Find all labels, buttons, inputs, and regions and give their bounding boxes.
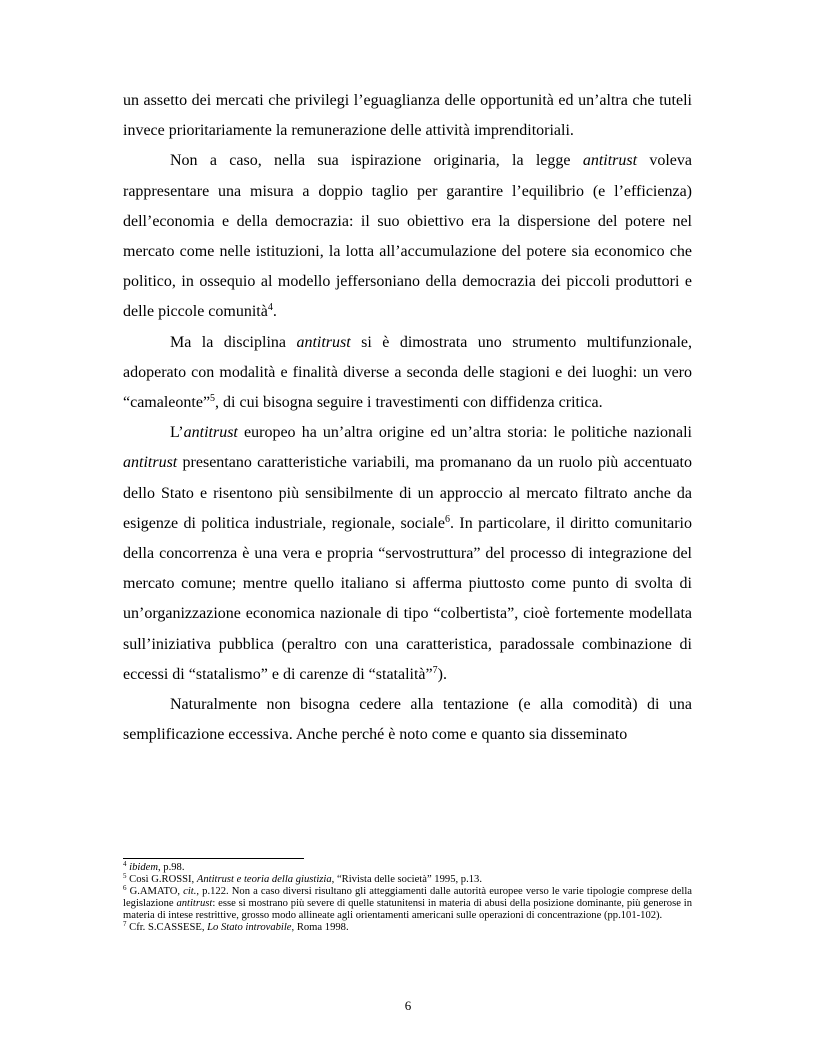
footnote-separator: [123, 858, 304, 859]
paragraph-2: [123, 146, 692, 327]
italic-term: antitrust: [582, 152, 638, 170]
italic-term: ibidem: [129, 862, 158, 873]
paragraph-4: [123, 418, 692, 690]
text-run: europeo ha un’altra origine ed un’altra storia: le politiche nazionali: [237, 424, 692, 442]
text-run: . In particolare, il diritto comunitario della concorrenza è una vera e propria “servostruttura” del processo di integrazione del mercato comune; mentre quello italiano si afferma piuttosto come punto di svolta di un’organizzazione economica nazionale di tipo “colbertista”, cioè fortemente modellata sull’iniziativa pubblica (peraltro con una caratteristica, paradossale combinazione di eccessi di “statalismo” e di carenze di “statalità”: [123, 514, 692, 683]
body-text: [123, 86, 692, 750]
text-run: si è dimostrata uno strumento multifunzionale, adoperato con modalità e finalità diverse a seconda delle stagioni e dei luoghi: un vero “camaleonte”: [123, 333, 693, 412]
paragraph-3: [123, 328, 692, 419]
footnote-ref: 7: [123, 920, 127, 929]
text-run: L’: [170, 424, 184, 442]
text-run: presentano caratteristiche variabili, ma promanano da un ruolo più accentuato dello Stato e risentono più sensibilmente di un approccio al mercato filtrato anche da esigenze di politica industriale, regionale, sociale: [123, 454, 692, 532]
footnote-ref: 6: [123, 884, 127, 893]
text-run: , di cui bisogna seguire i travestimenti con diffidenza critica.: [215, 394, 603, 412]
footnote-5: [123, 874, 692, 886]
text-run: , p.122. Non a caso diversi risultano gli atteggiamenti dalle autorità europee verso le varie tipologie comprese della legislazione: [123, 886, 692, 910]
page-number: 6: [404, 998, 412, 1013]
text-run: , Roma 1998.: [291, 922, 349, 934]
text-run: Cfr. S.CASSESE,: [126, 922, 208, 934]
footnote-ref: 6: [444, 513, 450, 525]
italic-term: antitrust: [123, 454, 178, 472]
italic-term: antitrust: [296, 333, 351, 351]
footnote-ref: 7: [432, 664, 438, 676]
italic-term: Antitrust e teoria della giustizia: [196, 874, 332, 886]
text-run: : esse si mostrano più severe di quelle statunitensi in materia di abusi della posizione dominante, più generose in materia di intese restrittive, grosso modo allineate agli orientamenti americani sulle operazioni di concentrazione (pp.101-102).: [123, 898, 693, 922]
text-run: Così G.ROSSI,: [126, 874, 197, 886]
footnotes: [123, 862, 692, 935]
text-run: Ma la disciplina: [170, 333, 297, 351]
footnote-7: [123, 922, 692, 934]
paragraph-1: [123, 86, 692, 146]
text-run: , p.98.: [158, 862, 185, 873]
text-run: , “Rivista delle società” 1995, p.13.: [331, 874, 482, 886]
text-run: G.AMATO,: [126, 886, 184, 898]
footnote-ref: 5: [123, 872, 127, 881]
text-run: .: [272, 303, 277, 321]
text-run: voleva rappresentare una misura a doppio taglio per garantire l’equilibrio (e l’efficienza) dell’economia e della democrazia: il suo obiettivo era la dispersione del potere nel mercato come nelle istituzioni, la lotta all’accumulazione del potere sia economico che politico, in ossequio al modello jeffersoniano della democrazia dei piccoli produttori e delle piccole comunità: [123, 152, 692, 321]
text-run: Naturalmente non bisogna cedere alla tentazione (e alla comodità) di una semplificazione eccessiva. Anche perché è noto come e quanto sia disseminato: [123, 696, 692, 744]
italic-term: cit.: [183, 886, 197, 898]
footnote-ref: 4: [123, 860, 127, 868]
footnote-6: [123, 886, 692, 922]
italic-term: antitrust: [183, 424, 238, 442]
footnote-ref: 4: [267, 302, 273, 314]
text-run: un assetto dei mercati che privilegi l’eguaglianza delle opportunità ed un’altra che tuteli invece prioritariamente la remunerazione delle attività imprenditoriali.: [123, 92, 692, 140]
footnote-ref: 5: [210, 393, 216, 405]
italic-term: antitrust: [176, 898, 213, 910]
text-run: ).: [437, 665, 447, 683]
italic-term: Lo Stato introvabile: [207, 922, 292, 934]
paragraph-5: [123, 690, 692, 750]
text-run: Non a caso, nella sua ispirazione originaria, la legge: [170, 152, 583, 170]
footnote-4: [123, 862, 692, 874]
